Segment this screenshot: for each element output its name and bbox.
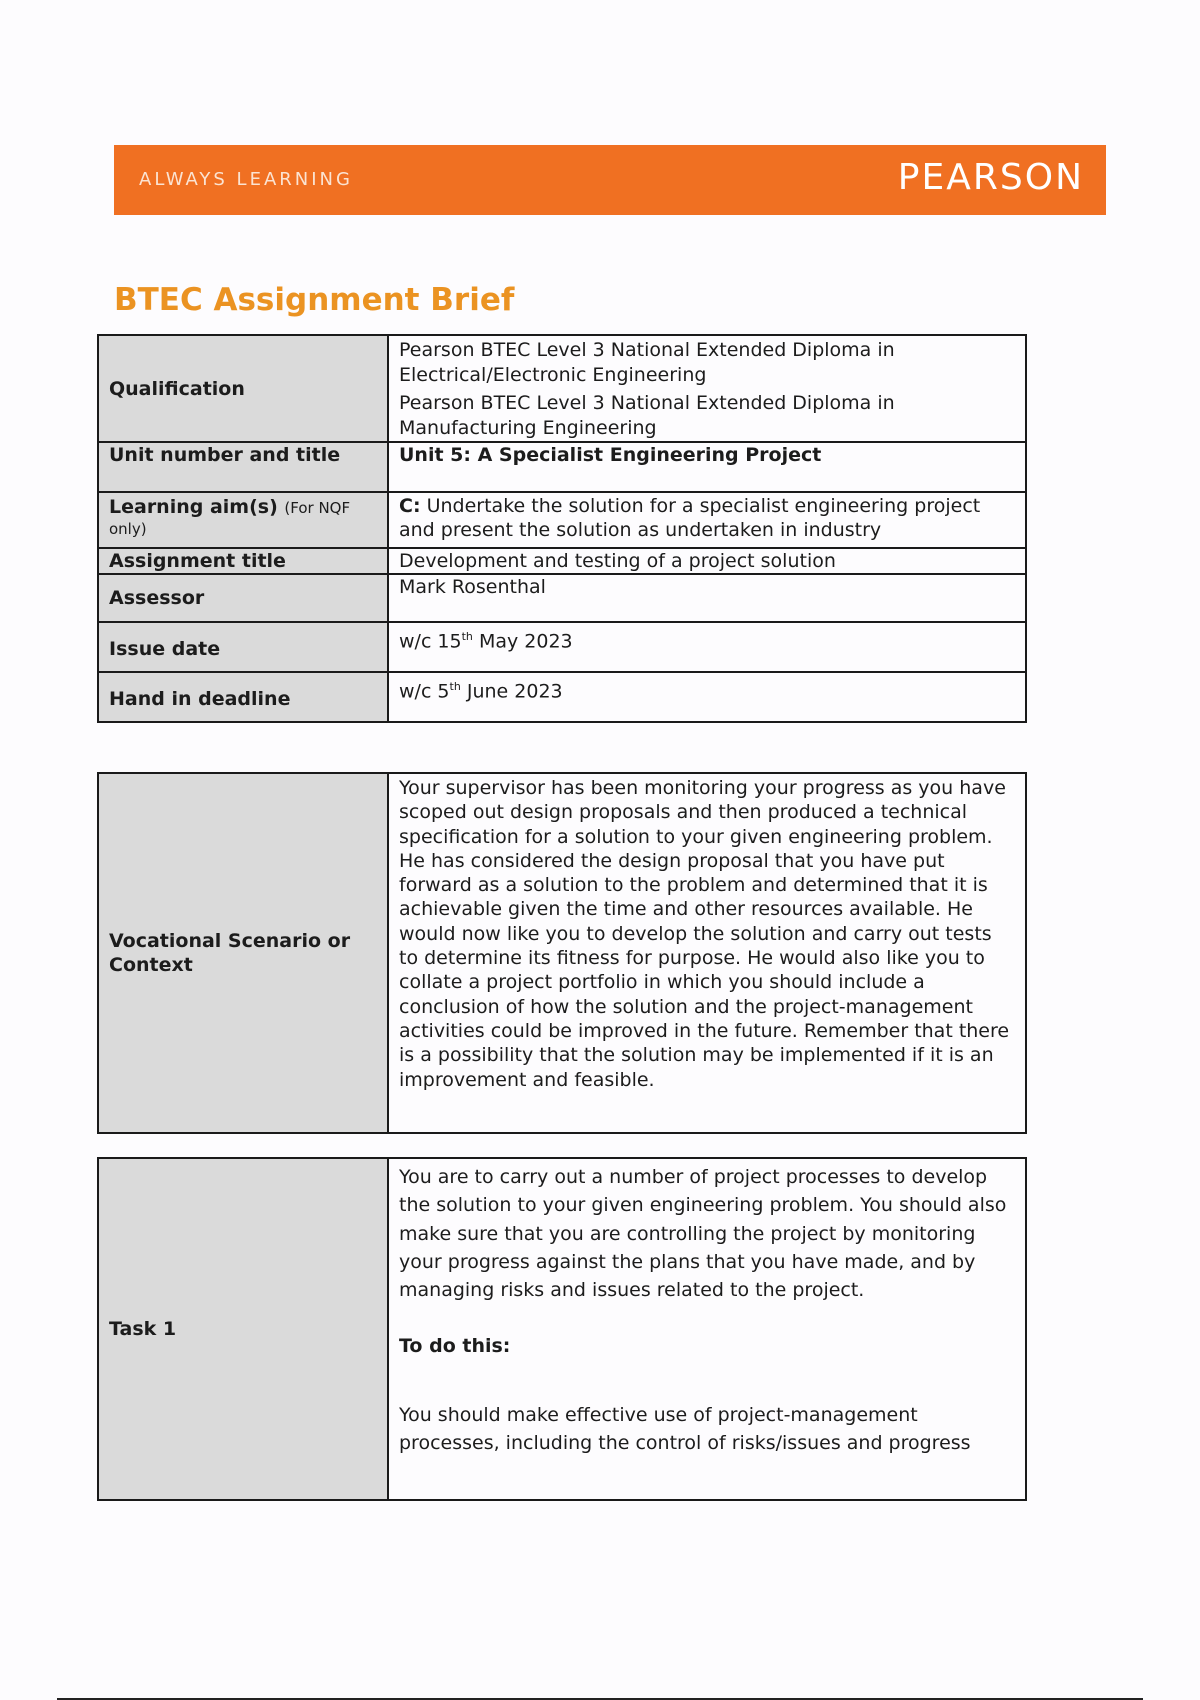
learning-aim-label: Learning aim(s): [109, 496, 278, 518]
scenario-label: Vocational Scenario or Context: [98, 773, 388, 1133]
task-intro: You are to carry out a number of project processes to develop the solution to your given engineering problem. You should also make sure that you are controlling the project by monitoring your progress against the plans that you have made, and by managing risks and issues related to the project.: [399, 1166, 1007, 1302]
assessor-label: Assessor: [98, 574, 388, 622]
table-row: [98, 492, 1026, 548]
learning-aim-code: C:: [399, 495, 421, 517]
scenario-text: Your supervisor has been monitoring your progress as you have scoped out design proposals and then produced a technical specification for a solution to your given engineering problem. He has considered the design proposal that you have put forward as a solution to the problem and determined that it is achievable given the time and other resources available. He would now like you to develop the solution and carry out tests to determine its fitness for purpose. He would also like you to collate a project portfolio in which you should include a conclusion of how the solution and the project-management activities could be improved in the future. Remember that there is a possibility that the solution may be implemented if it is an improvement and feasible.: [388, 773, 1026, 1133]
scenario-table: [97, 772, 1027, 1134]
table-row: [98, 548, 1026, 574]
assessor-value: Mark Rosenthal: [388, 574, 1026, 622]
task-table: [97, 1157, 1027, 1501]
unit-value: Unit 5: A Specialist Engineering Project: [388, 442, 1026, 492]
assignment-info-table: [97, 334, 1027, 723]
table-row: [98, 1158, 1026, 1500]
qualification-value-2: Pearson BTEC Level 3 National Extended Diploma in Manufacturing Engineering: [399, 392, 895, 439]
task-heading: To do this:: [399, 1335, 511, 1358]
banner-tagline: ALWAYS LEARNING: [139, 169, 353, 190]
table-row: [98, 773, 1026, 1133]
pearson-banner: [114, 145, 1106, 215]
table-row: [98, 335, 1026, 442]
qualification-label: Qualification: [98, 335, 388, 442]
learning-aim-note: (For NQF only): [109, 499, 351, 538]
assignment-title-value: Development and testing of a project solution: [388, 548, 1026, 574]
learning-aim-value: Undertake the solution for a specialist engineering project and present the solution as undertaken in industry: [399, 495, 981, 541]
issue-date-label: Issue date: [98, 622, 388, 672]
page-title: BTEC Assignment Brief: [114, 282, 515, 318]
table-row: [98, 622, 1026, 672]
table-row: [98, 672, 1026, 722]
task-detail: You should make effective use of project-management processes, including the control of risks/issues and progress: [399, 1403, 971, 1455]
task-label: Task 1: [98, 1158, 388, 1500]
pearson-logo: PEARSON: [897, 157, 1084, 198]
issue-date-value: w/c 15th May 2023: [388, 622, 1026, 672]
deadline-label: Hand in deadline: [98, 672, 388, 722]
unit-label: Unit number and title: [98, 442, 388, 492]
assignment-title-label: Assignment title: [98, 548, 388, 574]
qualification-value-1: Pearson BTEC Level 3 National Extended Diploma in Electrical/Electronic Engineering: [399, 339, 895, 386]
table-row: [98, 442, 1026, 492]
table-row: [98, 574, 1026, 622]
deadline-value: w/c 5th June 2023: [388, 672, 1026, 722]
